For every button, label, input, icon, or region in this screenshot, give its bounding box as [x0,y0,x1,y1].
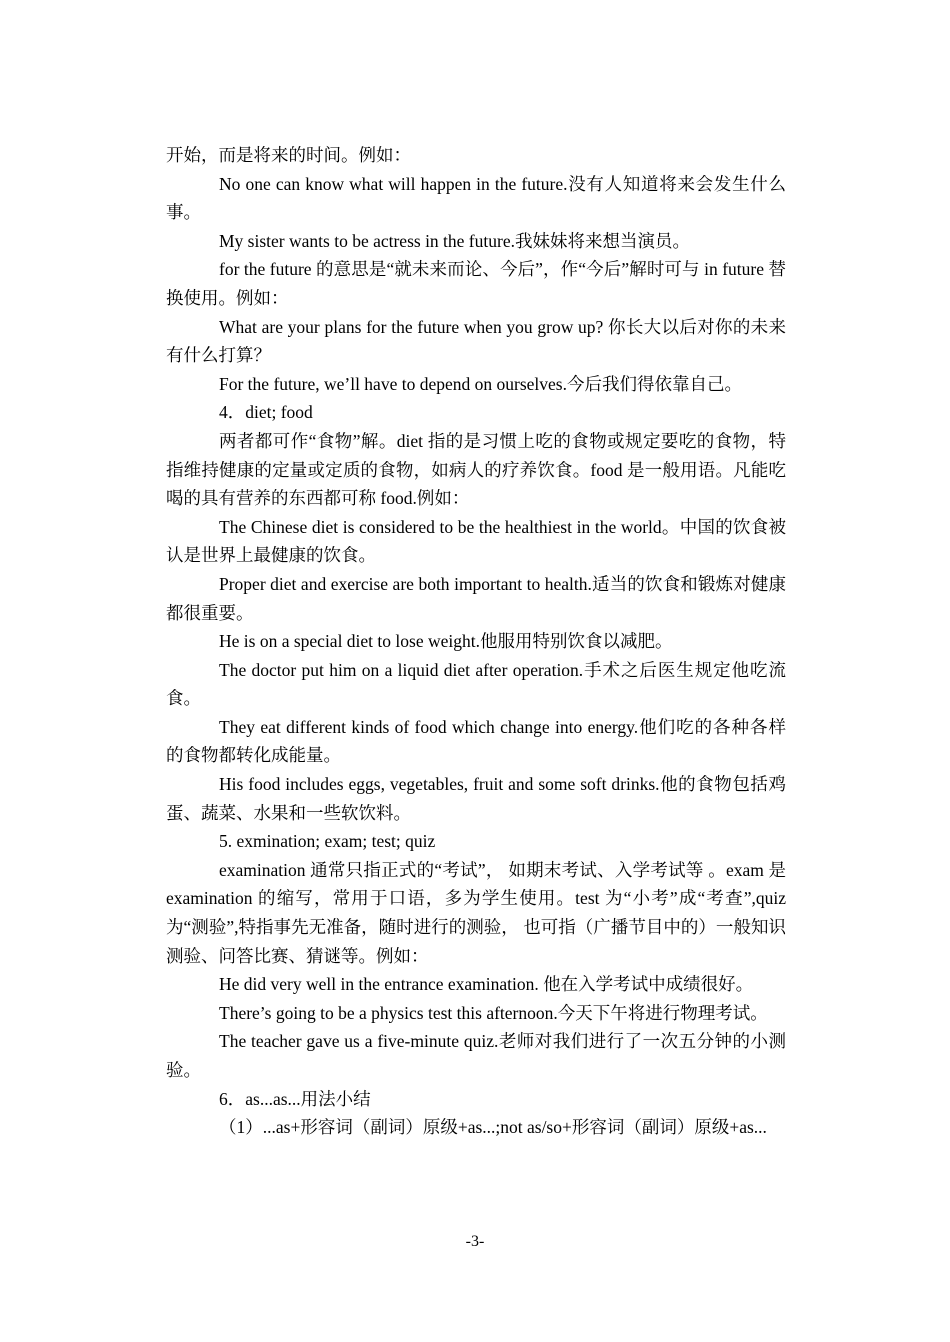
paragraph: Proper diet and exercise are both important to health.适当的饮食和锻炼对健康都很重要。 [166,573,786,623]
paragraph: 4．diet; food [219,402,313,423]
paragraph: （1）...as+形容词（副词）原级+as...;not as/so+形容词（副词）原级+as... [219,1117,767,1138]
paragraph: The doctor put him on a liquid diet after operation.手术之后医生规定他吃流食。 [166,659,786,709]
paragraph: 5. exmination; exam; test; quiz [219,831,436,852]
paragraph: 开始，而是将来的时间。例如： [166,145,411,165]
paragraph: What are your plans for the future when you grow up? 你长大以后对你的未来有什么打算？ [166,316,786,366]
paragraph: For the future, we’ll have to depend on ourselves.今后我们得依靠自己。 [219,373,742,394]
paragraph: 两者都可作“食物”解。diet 指的是习惯上吃的食物或规定要吃的食物，特指维持健康的定量或定质的食物，如病人的疗养饮食。food 是一般用语。凡能吃喝的具有营养的东西都可称 food.例如： [166,430,786,509]
paragraph: The teacher gave us a five-minute quiz.老师对我们进行了一次五分钟的小测验。 [166,1031,786,1080]
paragraph: There’s going to be a physics test this afternoon.今天下午将进行物理考试。 [219,1002,768,1023]
paragraph: examination 通常只指正式的“考试”， 如期末考试、入学考试等 。exam 是 examination 的缩写，常用于口语，多为学生使用。test 为“小考”成“考查”,quiz 为“测验”,特指事先无准备，随时进行的测验， 也可指（广播节目中的）一般知识测验、问答比赛、猜谜等。例如： [166,859,786,966]
paragraph: The Chinese diet is considered to be the healthiest in the world。中国的饮食被认是世界上最健康的饮食。 [166,516,786,566]
paragraph: His food includes eggs, vegetables, fruit and some soft drinks.他的食物包括鸡蛋、蔬菜、水果和一些软饮料。 [166,774,786,823]
paragraph: He did very well in the entrance examination. 他在入学考试中成绩很好。 [219,974,754,995]
paragraph: They eat different kinds of food which change into energy.他们吃的各种各样的食物都转化成能量。 [166,716,786,766]
page-number: -3- [465,1233,485,1250]
paragraph: No one can know what will happen in the future.没有人知道将来会发生什么事。 [166,173,786,223]
paragraph: 6．as...as...用法小结 [219,1088,371,1109]
paragraph: for the future 的意思是“就未来而论、今后”，作“今后”解时可与 in future 替换使用。例如： [166,259,786,308]
paragraph: My sister wants to be actress in the future.我妹妹将来想当演员。 [219,230,690,251]
paragraph: He is on a special diet to lose weight.他服用特别饮食以减肥。 [219,631,673,652]
page-body [166,141,786,1142]
